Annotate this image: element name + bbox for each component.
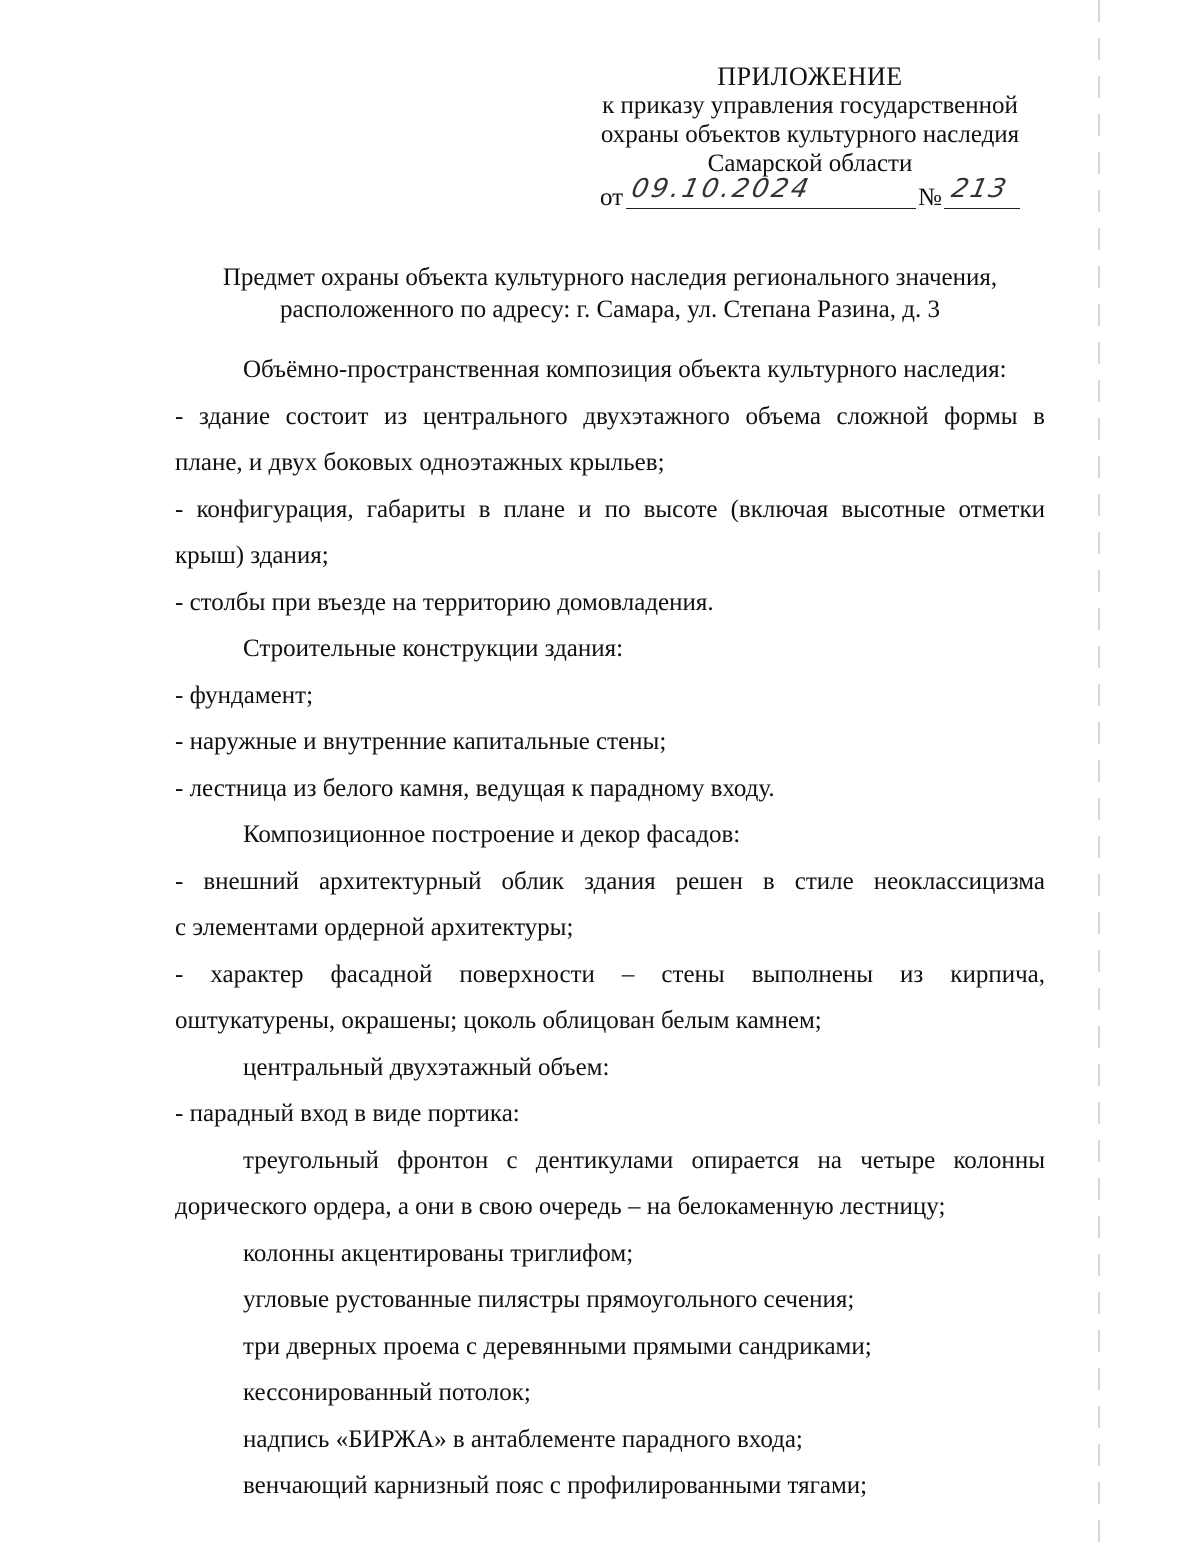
body-line: кессонированный потолок; xyxy=(243,1379,531,1406)
date-prefix: от xyxy=(600,184,624,211)
body-line: - здание состоит из центрального двухэтажного объема сложной формы в xyxy=(175,402,1045,430)
handwritten-number: 213 xyxy=(948,174,1011,204)
body-line: - лестница из белого камня, ведущая к парадному входу. xyxy=(175,774,775,802)
body-line: с элементами ордерной архитектуры; xyxy=(175,914,574,941)
body-line: - внешний архитектурный облик здания решен в стиле неоклассицизма xyxy=(175,867,1045,895)
body-line: надпись «БИРЖА» в антаблементе парадного входа; xyxy=(243,1425,803,1453)
section-heading: Строительные конструкции здания: xyxy=(243,635,624,662)
handwritten-date: 09.10.2024 xyxy=(628,174,815,204)
body-line: оштукатурены, окрашены; цоколь облицован белым камнем; xyxy=(175,1007,822,1034)
body-line: дорического ордера, а они в свою очередь – на белокаменную лестницу; xyxy=(175,1193,946,1220)
section-heading: центральный двухэтажный объем: xyxy=(243,1053,610,1081)
order-date-number-line xyxy=(600,174,1020,210)
section-heading: Объёмно-пространственная композиция объекта культурного наследия: xyxy=(243,356,1007,383)
document-body xyxy=(175,347,1045,1510)
document-title xyxy=(160,262,1060,326)
annex-line-3: Самарской области xyxy=(707,150,913,177)
section-heading: Композиционное построение и декор фасадов: xyxy=(243,821,741,848)
annex-line-2: охраны объектов культурного наследия xyxy=(600,121,1020,148)
body-line: три дверных проема с деревянными прямыми сандриками; xyxy=(243,1332,872,1360)
body-line: - наружные и внутренние капитальные стены; xyxy=(175,728,667,755)
annex-header xyxy=(560,62,1060,178)
number-prefix: № xyxy=(918,184,942,211)
body-line: - парадный вход в виде портика: xyxy=(175,1100,520,1127)
body-line: треугольный фронтон с дентикулами опирается на четыре колонны xyxy=(243,1146,1045,1174)
annex-line-1: к приказу управления государственной xyxy=(602,92,1018,119)
annex-title: ПРИЛОЖЕНИЕ xyxy=(717,62,903,91)
body-line: венчающий карнизный пояс с профилированными тягами; xyxy=(243,1472,868,1499)
body-line: - фундамент; xyxy=(175,681,314,709)
date-underline xyxy=(626,208,916,209)
body-line: угловые рустованные пилястры прямоугольного сечения; xyxy=(243,1286,855,1313)
document-title-line-2: расположенного по адресу: г. Самара, ул. Степана Разина, д. 3 xyxy=(279,296,940,323)
body-line: крыш) здания; xyxy=(175,542,329,569)
body-line: плане, и двух боковых одноэтажных крыльев; xyxy=(175,449,665,476)
scan-margin-line xyxy=(1098,0,1100,1553)
body-line: - характер фасадной поверхности – стены выполнены из кирпича, xyxy=(175,960,1045,988)
body-line: - конфигурация, габариты в плане и по высоте (включая высотные отметки xyxy=(175,495,1045,523)
document-title-line-1: Предмет охраны объекта культурного наследия регионального значения, xyxy=(222,264,998,291)
body-line: колонны акцентированы триглифом; xyxy=(243,1239,634,1267)
number-underline xyxy=(944,208,1020,209)
body-line: - столбы при въезде на территорию домовладения. xyxy=(175,588,714,616)
